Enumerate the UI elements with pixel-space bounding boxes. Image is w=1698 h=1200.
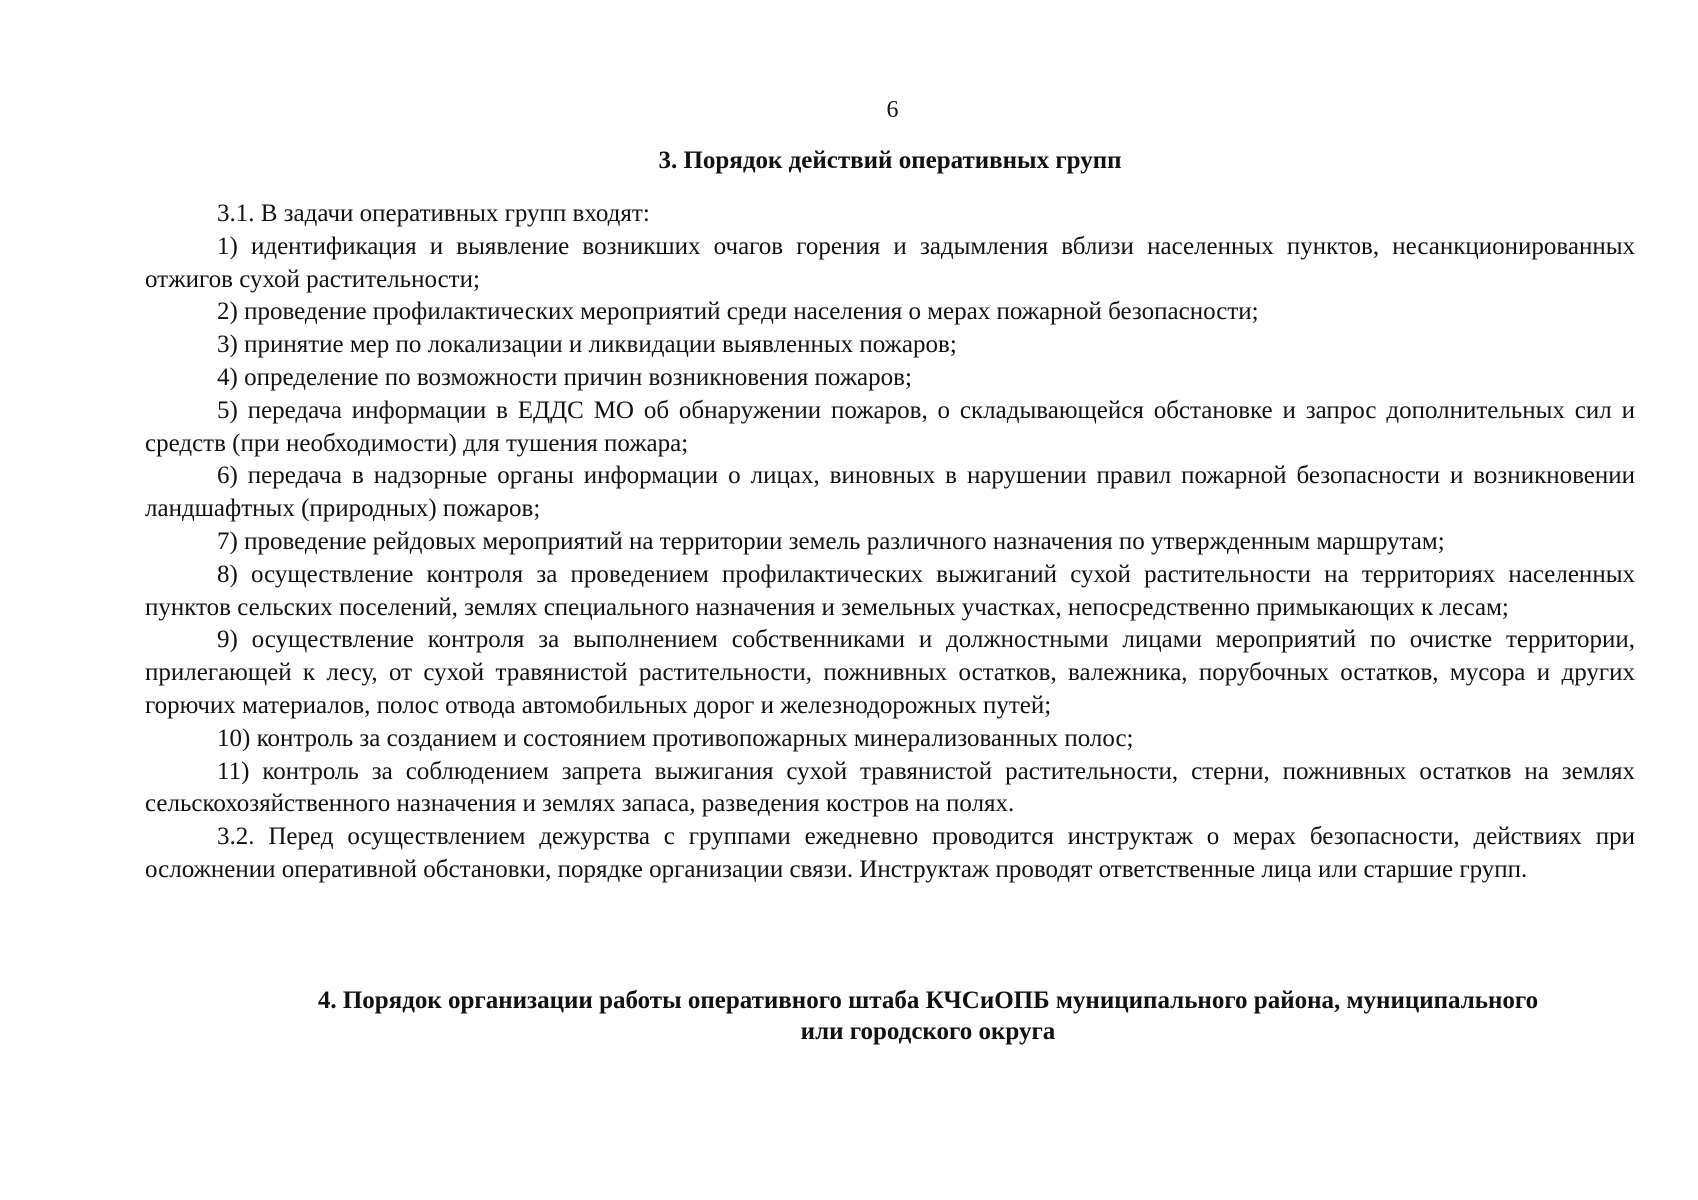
list-item-7: 7) проведение рейдовых мероприятий на территории земель различного назначения по утвержденным маршрутам;: [217, 527, 1445, 555]
section-4-title-line-2: или городского округа: [800, 1018, 1056, 1045]
section-3-body: [145, 198, 1635, 887]
list-item-9: 9) осуществление контроля за выполнением собственниками и должностными лицами мероприятий по очистке территории, прилегающей к лесу, от сухой травянистой растительности, пожнивных остатков, валежника, порубочных остатков, мусора и других горючих материалов, полос отвода автомобильных дорог и железнодорожных путей;: [145, 626, 1635, 719]
list-item-8: 8) осуществление контроля за проведением профилактических выжиганий сухой растительности на территориях населенных пунктов сельских поселений, землях специального назначения и земельных участках, непосредственно примыкающих к лесам;: [145, 560, 1635, 621]
list-item-11: 11) контроль за соблюдением запрета выжигания сухой травянистой растительности, стерни, пожнивных остатков на землях сельскохозяйственного назначения и землях запаса, разведения костров на полях.: [145, 757, 1635, 818]
list-item-2: 2) проведение профилактических мероприятий среди населения о мерах пожарной безопасности;: [217, 298, 1259, 326]
list-item-3: 3) принятие мер по локализации и ликвидации выявленных пожаров;: [217, 331, 957, 359]
list-item-4: 4) определение по возможности причин возникновения пожаров;: [217, 363, 912, 391]
section-4-title-line-1: 4. Порядок организации работы оперативного штаба КЧСиОПБ муниципального района, муниципального: [317, 987, 1539, 1014]
paragraph-3-2: 3.2. Перед осуществлением дежурства с группами ежедневно проводится инструктаж о мерах безопасности, действиях при осложнении оперативной обстановки, порядке организации связи. Инструктаж проводят ответственные лица или старшие групп.: [145, 823, 1635, 883]
section-4-title: [216, 985, 1640, 1047]
list-item-5: 5) передача информации в ЕДДС МО об обнаружении пожаров, о складывающейся обстановке и запрос дополнительных сил и средств (при необходимости) для тушения пожара;: [145, 396, 1635, 457]
list-item-1: 1) идентификация и выявление возникших очагов горения и задымления вблизи населенных пунктов, несанкционированных отжигов сухой растительности;: [145, 232, 1635, 293]
list-item-10: 10) контроль за созданием и состоянием противопожарных минерализованных полос;: [217, 724, 1134, 752]
page-number: 6: [886, 97, 899, 123]
paragraph-3-1: 3.1. В задачи оперативных групп входят:: [217, 200, 650, 227]
section-3-title: 3. Порядок действий оперативных групп: [658, 147, 1122, 174]
list-item-6: 6) передача в надзорные органы информации о лицах, виновных в нарушении правил пожарной безопасности и возникновении ландшафтных (природных) пожаров;: [145, 462, 1635, 523]
